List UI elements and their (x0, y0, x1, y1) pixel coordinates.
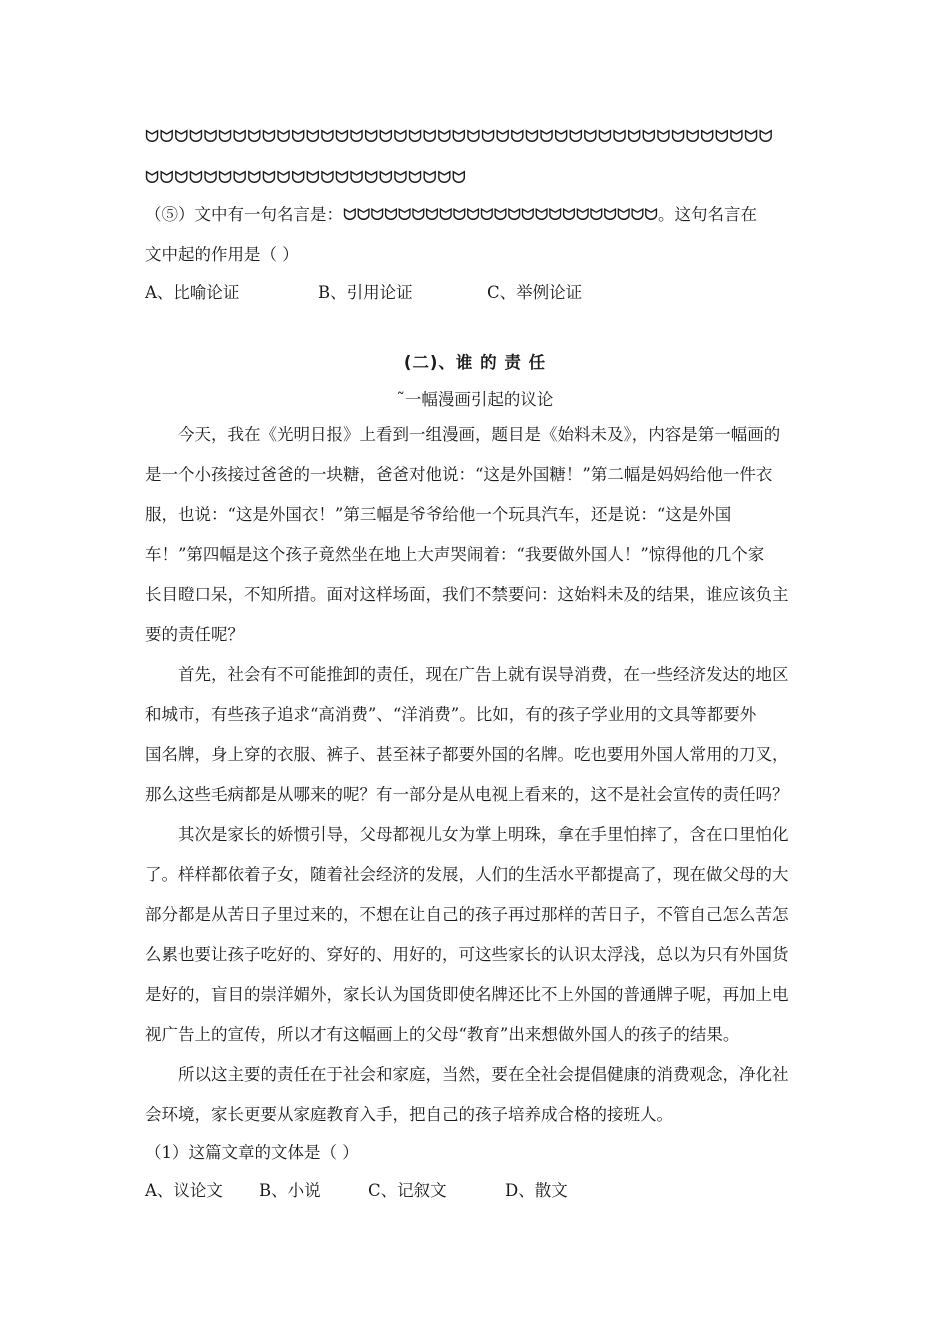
article-subtitle: ˜一幅漫画引起的议论 (396, 390, 554, 409)
article-line: 要的责任呢？ (145, 625, 244, 644)
question-1-text: （1）这篇文章的文体是（ ） (145, 1143, 359, 1162)
article-line: 是一个小孩接过爸爸的一块糖，爸爸对他说：“这是外国糖！”第二幅是妈妈给他一件衣 (145, 465, 773, 484)
option-c: C、举例论证 (487, 283, 583, 302)
option-b: B、引用论证 (318, 283, 413, 302)
article-line: 今天，我在《光明日报》上看到一组漫画，题目是《始料未及》，内容是第一幅画的 (178, 425, 781, 444)
article-line: 了。样样都依着子女，随着社会经济的发展，人们的生活水平都提高了，现在做父母的大 (145, 865, 789, 884)
article-line: 会环境，家长更要从家庭教育入手，把自己的孩子培养成合格的接班人。 (145, 1105, 673, 1124)
placeholder-glyph-line-2: ᗢᗢᗢᗢᗢᗢᗢᗢᗢᗢᗢᗢᗢᗢᗢᗢᗢᗢᗢᗢᗢᗢ (145, 168, 467, 188)
article-line: 部分都是从苦日子里过来的，不想在让自己的孩子再过那样的苦日子，不管自己怎么苦怎 (145, 905, 789, 924)
article-line: 所以这主要的责任在于社会和家庭，当然，要在全社会提倡健康的消费观念，净化社 (178, 1065, 789, 1084)
article-line: 视广告上的宣传，所以才有这幅画上的父母“教育”出来想做外国人的孩子的结果。 (145, 1025, 740, 1044)
article-line: 首先，社会有不可能推卸的责任，现在广告上就有误导消费，在一些经济发达的地区 (178, 665, 789, 684)
q1-option-c: C、记叙文 (368, 1181, 447, 1200)
placeholder-glyph-line-1: ᗢᗢᗢᗢᗢᗢᗢᗢᗢᗢᗢᗢᗢᗢᗢᗢᗢᗢᗢᗢᗢᗢᗢᗢᗢᗢᗢᗢᗢᗢᗢᗢᗢᗢᗢᗢᗢᗢᗢᗢᗢᗢᗢ (145, 127, 774, 147)
article-line: 长目瞪口呆，不知所措。面对这样场面，我们不禁要问：这始料未及的结果，谁应该负主 (145, 585, 789, 604)
article-line: 其次是家长的娇惯引导，父母都视儿女为掌上明珠，拿在手里怕摔了，含在口里怕化 (178, 825, 789, 844)
article-line: 车！”第四幅是这个孩子竟然坐在地上大声哭闹着：“我要做外国人！”惊得他的几个家 (145, 545, 765, 564)
article-line: 是好的，盲目的崇洋媚外，家长认为国货即使名牌还比不上外国的普通牌子呢，再加上电 (145, 985, 789, 1004)
article-line: 服，也说：“这是外国衣！”第三幅是爷爷给他一个玩具汽车，还是说：“这是外国 (145, 505, 732, 524)
question-5-line-2: 文中起的作用是（ ） (145, 245, 299, 264)
article-line: 国名牌，身上穿的衣服、裤子、甚至袜子都要外国的名牌。吃也要用外国人常用的刀叉， (145, 745, 789, 764)
article-line: 和城市，有些孩子追求“高消费”、“洋消费”。比如，有的孩子学业用的文具等都要外 (145, 705, 757, 724)
article-line: 么累也要让孩子吃好的、穿好的、用好的，可这些家长的认识太浮浅，总以为只有外国货 (145, 945, 789, 964)
q1-option-d: D、散文 (505, 1181, 568, 1200)
article-line: 那么这些毛病都是从哪来的呢？有一部分是从电视上看来的，这不是社会宣传的责任吗？ (145, 785, 789, 804)
option-a: A、比喻论证 (145, 283, 240, 302)
question-5-line-1: （⑤）文中有一句名言是：ᗢᗢᗢᗢᗢᗢᗢᗢᗢᗢᗢᗢᗢᗢᗢᗢᗢᗢᗢᗢᗢᗢᗢ。这句名言在 (145, 205, 757, 224)
article-title: (二)、谁 的 责 任 (403, 353, 547, 372)
q1-option-a: A、议论文 (145, 1181, 223, 1200)
q1-option-b: B、小说 (259, 1181, 321, 1200)
